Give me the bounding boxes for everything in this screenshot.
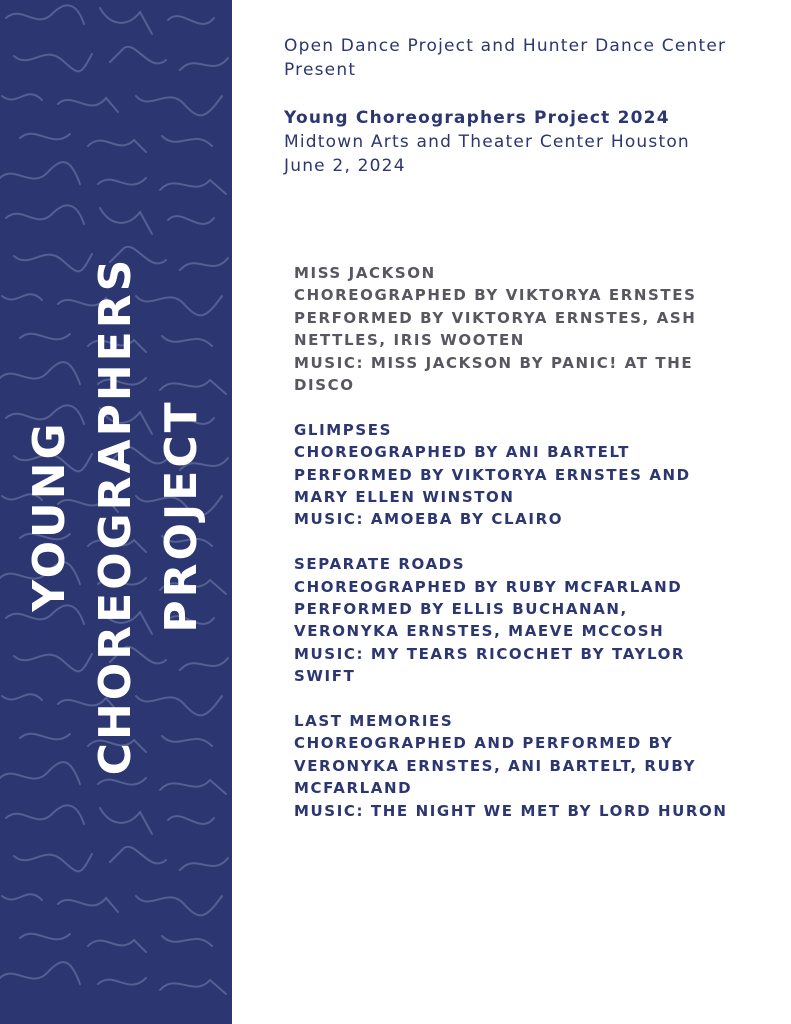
date-line: June 2, 2024 <box>284 156 406 176</box>
piece-performers: PERFORMED BY VIKTORYA ERNSTES, ASH NETTLES, IRIS WOOTEN <box>294 308 697 350</box>
vertical-project-title <box>17 236 215 796</box>
piece-title: MISS JACKSON <box>294 264 436 282</box>
sidebar-panel <box>0 0 232 1024</box>
piece-choreographer: CHOREOGRAPHED BY RUBY MCFARLAND <box>294 577 683 596</box>
piece-title: LAST MEMORIES <box>294 712 454 731</box>
title-line-young: YOUNG <box>24 420 75 612</box>
piece-choreographer: CHOREOGRAPHED BY VIKTORYA ERNSTES <box>294 286 697 305</box>
piece-credits: CHOREOGRAPHED AND PERFORMED BY VERONYKA ERNSTES, ANI BARTELT, RUBY MCFARLAND <box>294 734 697 798</box>
program-piece <box>294 710 734 822</box>
program-list <box>294 262 734 845</box>
piece-music: MUSIC: MY TEARS RICOCHET BY TAYLOR SWIFT <box>294 644 686 686</box>
event-title: Young Choreographers Project 2024 <box>284 108 670 128</box>
program-piece <box>294 419 734 531</box>
event-header <box>284 34 774 178</box>
piece-music: MUSIC: MISS JACKSON BY PANIC! AT THE DISCO <box>294 353 694 395</box>
presenters-line: Open Dance Project and Hunter Dance Center Present <box>284 36 727 80</box>
piece-choreographer: CHOREOGRAPHED BY ANI BARTELT <box>294 443 630 462</box>
title-line-project: PROJECT <box>156 399 207 633</box>
title-line-choreographers: CHOREOGRAPHERS <box>90 256 141 776</box>
piece-music: MUSIC: THE NIGHT WE MET BY LORD HURON <box>294 801 728 820</box>
piece-title: SEPARATE ROADS <box>294 555 466 574</box>
piece-performers: PERFORMED BY ELLIS BUCHANAN, VERONYKA ERNSTES, MAEVE MCCOSH <box>294 600 665 641</box>
piece-title: GLIMPSES <box>294 420 393 439</box>
program-piece <box>294 553 734 687</box>
piece-performers: PERFORMED BY VIKTORYA ERNSTES AND MARY ELLEN WINSTON <box>294 465 691 507</box>
program-piece <box>294 262 734 396</box>
piece-music: MUSIC: AMOEBA BY CLAIRO <box>294 510 564 529</box>
venue-line: Midtown Arts and Theater Center Houston <box>284 132 690 152</box>
